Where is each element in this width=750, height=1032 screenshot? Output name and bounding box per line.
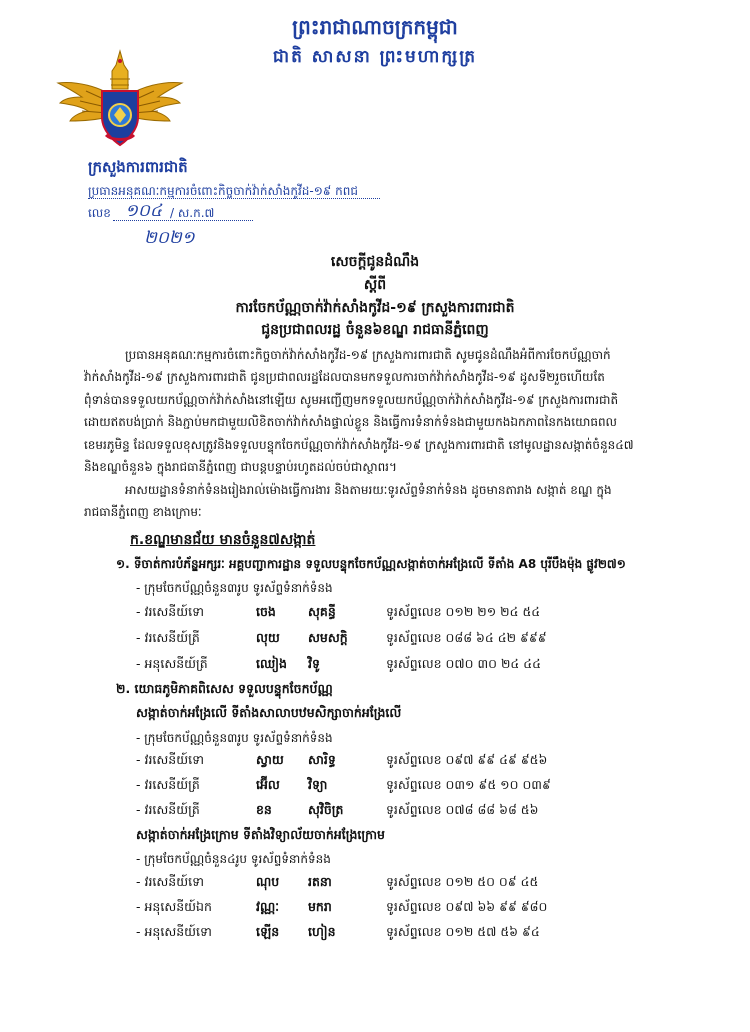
notice-title: សេចក្ដីជូនដំណឹង xyxy=(330,254,420,270)
contact-row xyxy=(136,656,716,676)
ref-suffix: / ស.ក.៧ xyxy=(170,206,215,220)
contact-rank: - វរសេនីយ៍ត្រី xyxy=(136,777,200,792)
contact-given-name: រតនា xyxy=(308,874,332,889)
paragraph-2-cont xyxy=(84,501,684,524)
ref-prefix: លេខ xyxy=(88,206,111,220)
paragraph-1 xyxy=(125,344,725,367)
contact-given-name: មករា xyxy=(308,899,332,914)
contact-given-name: សារិទ្ធ xyxy=(308,752,336,767)
kingdom-heading: ព្រះរាជាណាចក្រកម្ពុជា xyxy=(292,15,458,39)
contact-surname: ខន xyxy=(256,802,272,817)
contact-phone: ទូរស័ព្ទលេខ ០៩៧ ៦៦ ៩៩ ៩៨០ xyxy=(386,899,548,914)
paragraph-line: ប្រធានអនុគណៈកម្មការចំពោះកិច្ចចាក់វ៉ាក់សាំងកូវីដ-១៩ ក្រសួងការពារជាតិ សូមជូនដំណឹងអំពីការចែកប័ណ្ណចាក់ xyxy=(125,348,611,362)
item-1-team: - ក្រុមចែកប័ណ្ណចំនួន៣រូប ទូរស័ព្ទទំនាក់ទំនង xyxy=(136,581,333,595)
item-2-location-1: សង្កាត់ចាក់អង្រែលើ ទីតាំងសាលាបឋមសិក្សាចាក់អង្រែលើ xyxy=(136,705,402,720)
contact-row xyxy=(136,630,716,650)
contact-given-name: ហៀន xyxy=(308,924,336,939)
paragraph-line: រាជធានីភ្នំពេញ ខាងក្រោមៈ xyxy=(84,505,202,519)
ministry-name: ក្រសួងការពារជាតិ xyxy=(88,158,188,176)
item-2-location-2: សង្កាត់ចាក់អង្រែក្រោម ទីតាំងវិទ្យាល័យចាក់អង្រែក្រោម xyxy=(136,827,385,842)
motto-heading: ជាតិ សាសនា ព្រះមហាក្សត្រ xyxy=(272,47,478,67)
contact-phone: ទូរស័ព្ទលេខ ០១២ ២១ ២៤ ៥៤ xyxy=(386,604,541,619)
contact-surname: ណុប xyxy=(256,874,280,889)
contact-surname: លុយ xyxy=(256,630,280,645)
paragraph-line: វ៉ាក់សាំងកូវីដ-១៩ ក្រសួងការពារជាតិ ជូនប្រជាពលរដ្ឋដែលបានមកទទួលការចាក់វ៉ាក់សាំងកូវីដ-១៩ ដូសទី២រួចហើយតែ xyxy=(84,370,605,384)
ref-number: ១០៤ xyxy=(125,201,162,221)
contact-surname: ចេង xyxy=(256,604,276,619)
contact-row xyxy=(136,899,716,919)
contact-phone: ទូរស័ព្ទលេខ ០៩៧ ៩៩ ៤៩ ៩៥៦ xyxy=(386,752,548,767)
item-2-heading: ២. យោធភូមិភាគពិសេស ទទួលបន្ទុកចែកប័ណ្ណ xyxy=(116,681,333,696)
contact-phone: ទូរស័ព្ទលេខ ០៧៨ ៨៨ ៦៨ ៥៦ xyxy=(386,802,539,817)
paragraph-line: អាសយដ្ឋានទំនាក់ទំនងរៀងរាល់ម៉ោងធ្វើការងារ និងតាមរយៈទូរស័ព្ទទំនាក់ទំនង ដូចមានតារាង សង្កាត់ ខណ្ឌ ក្នុង xyxy=(125,483,612,497)
paragraph-line: ដោយឥតបង់ប្រាក់ និងភ្ជាប់មកជាមួយលិខិតចាក់វ៉ាក់សាំងផ្ទាល់ខ្លួន និងធ្វើការទំនាក់ទំនងជាមួយកងឯកភាពនៃកងយោធពល xyxy=(84,415,617,429)
item-1-heading: ១. ទីចាត់ការបំភ័ន្ឌអក្សរៈ អគ្គបញ្ជាការដ្ឋាន ទទួលបន្ទុកចែកប័ណ្ណសង្កាត់ចាក់អង្រែលើ ទីតាំង A8 បុរីបឹងម៉ុង ផ្លូវ២៧១ xyxy=(116,557,626,571)
contact-given-name: វិទូ xyxy=(308,656,320,671)
contact-surname: វណ្ណៈ xyxy=(256,899,280,914)
contact-row xyxy=(136,777,716,797)
contact-rank: - វរសេនីយ៍ទោ xyxy=(136,874,204,889)
committee-name: ប្រធានអនុគណៈកម្មការចំពោះកិច្ចចាក់វ៉ាក់សាំងកូវីដ-១៩ កពជ xyxy=(88,184,358,198)
notice-subject-line1: ការចែកប័ណ្ណចាក់វ៉ាក់សាំងកូវីដ-១៩ ក្រសួងការពារជាតិ xyxy=(235,300,515,316)
contact-row xyxy=(136,752,716,772)
ref-year: ២០២១ xyxy=(144,228,195,248)
contact-given-name: សុគន្ធី xyxy=(308,604,336,619)
ministry-emblem-icon xyxy=(56,45,184,153)
contact-rank: - វរសេនីយ៍ទោ xyxy=(136,752,204,767)
paragraph-2 xyxy=(125,479,725,502)
contact-given-name: វិទ្យា xyxy=(308,777,328,792)
contact-phone: ទូរស័ព្ទលេខ ០១២ ៥០ ០៩ ៤៥ xyxy=(386,874,539,889)
contact-surname: អ៊ើល xyxy=(256,777,280,792)
contact-rank: - អនុសេនីយ៍ត្រី xyxy=(136,656,208,671)
paragraph-1-cont xyxy=(84,366,724,479)
paragraph-line: និងខណ្ឌចំនួន៦ ក្នុងរាជធានីភ្នំពេញ ជាបន្តបន្ទាប់រហូតដល់ចប់ជាស្ថាពរ។ xyxy=(84,460,397,474)
contact-rank: - អនុសេនីយ៍ឯក xyxy=(136,899,212,914)
contact-given-name: សមសក្តិ xyxy=(308,630,348,645)
contact-surname: ស្វាយ xyxy=(256,752,284,767)
paragraph-line: ខេមរភូមិន្ទ ដែលទទួលខុសត្រូវនិងទទួលបន្ទុកចែកប័ណ្ណចាក់វ៉ាក់សាំងកូវីដ-១៩ ក្រសួងការពារជាតិ នៅមូលដ្ឋានសង្កាត់ចំនួន៤៧ xyxy=(84,437,634,452)
contact-rank: - វរសេនីយ៍ត្រី xyxy=(136,802,200,817)
item-2-team-2: - ក្រុមចែកប័ណ្ណចំនួន៤រូប ទូរស័ព្ទទំនាក់ទំនង xyxy=(136,852,331,866)
contact-row xyxy=(136,802,716,822)
contact-phone: ទូរស័ព្ទលេខ ០៨៨ ៦៤ ៤២ ៩៩៩ xyxy=(386,630,547,645)
contact-row xyxy=(136,874,716,894)
contact-row xyxy=(136,604,716,624)
contact-rank: - វរសេនីយ៍ទោ xyxy=(136,604,204,619)
contact-rank: - វរសេនីយ៍ត្រី xyxy=(136,630,200,645)
contact-phone: ទូរស័ព្ទលេខ ០៣១ ៩៥ ១០ ០៣៩ xyxy=(386,777,551,792)
paragraph-line: ពុំទាន់បានទទួលយកប័ណ្ណចាក់វ៉ាក់សាំងនៅឡើយ សូមអញ្ជើញមកទទួលយកប័ណ្ណចាក់វ៉ាក់សាំងកូវីដ-១៩ ក្រសួងការពារជាតិ xyxy=(84,392,619,407)
notice-subject-label: ស្ដីពី xyxy=(363,277,387,293)
contact-phone: ទូរស័ព្ទលេខ ០៧០ ៣០ ២៤ ៤៤ xyxy=(386,656,541,671)
notice-subject-line2: ជូនប្រជាពលរដ្ឋ ចំនួន៦ខណ្ឌ រាជធានីភ្នំពេញ xyxy=(261,322,489,338)
item-2-team-1: - ក្រុមចែកប័ណ្ណចំនួន៣រូប ទូរស័ព្ទទំនាក់ទំនង xyxy=(136,731,333,745)
committee-underline xyxy=(88,198,380,199)
contact-surname: ឡើន xyxy=(256,924,280,939)
contact-rank: - អនុសេនីយ៍ទោ xyxy=(136,924,212,939)
contact-given-name: សុវិចិត្រ xyxy=(308,802,344,817)
section-a-heading: ក.ខណ្ឌមានជ័យ មានចំនួន៧សង្កាត់ xyxy=(130,532,316,548)
contact-row xyxy=(136,924,716,944)
contact-surname: ឈៀង xyxy=(256,656,287,671)
contact-phone: ទូរស័ព្ទលេខ ០១២ ៥៧ ៥៦ ៩៤ xyxy=(386,924,540,939)
